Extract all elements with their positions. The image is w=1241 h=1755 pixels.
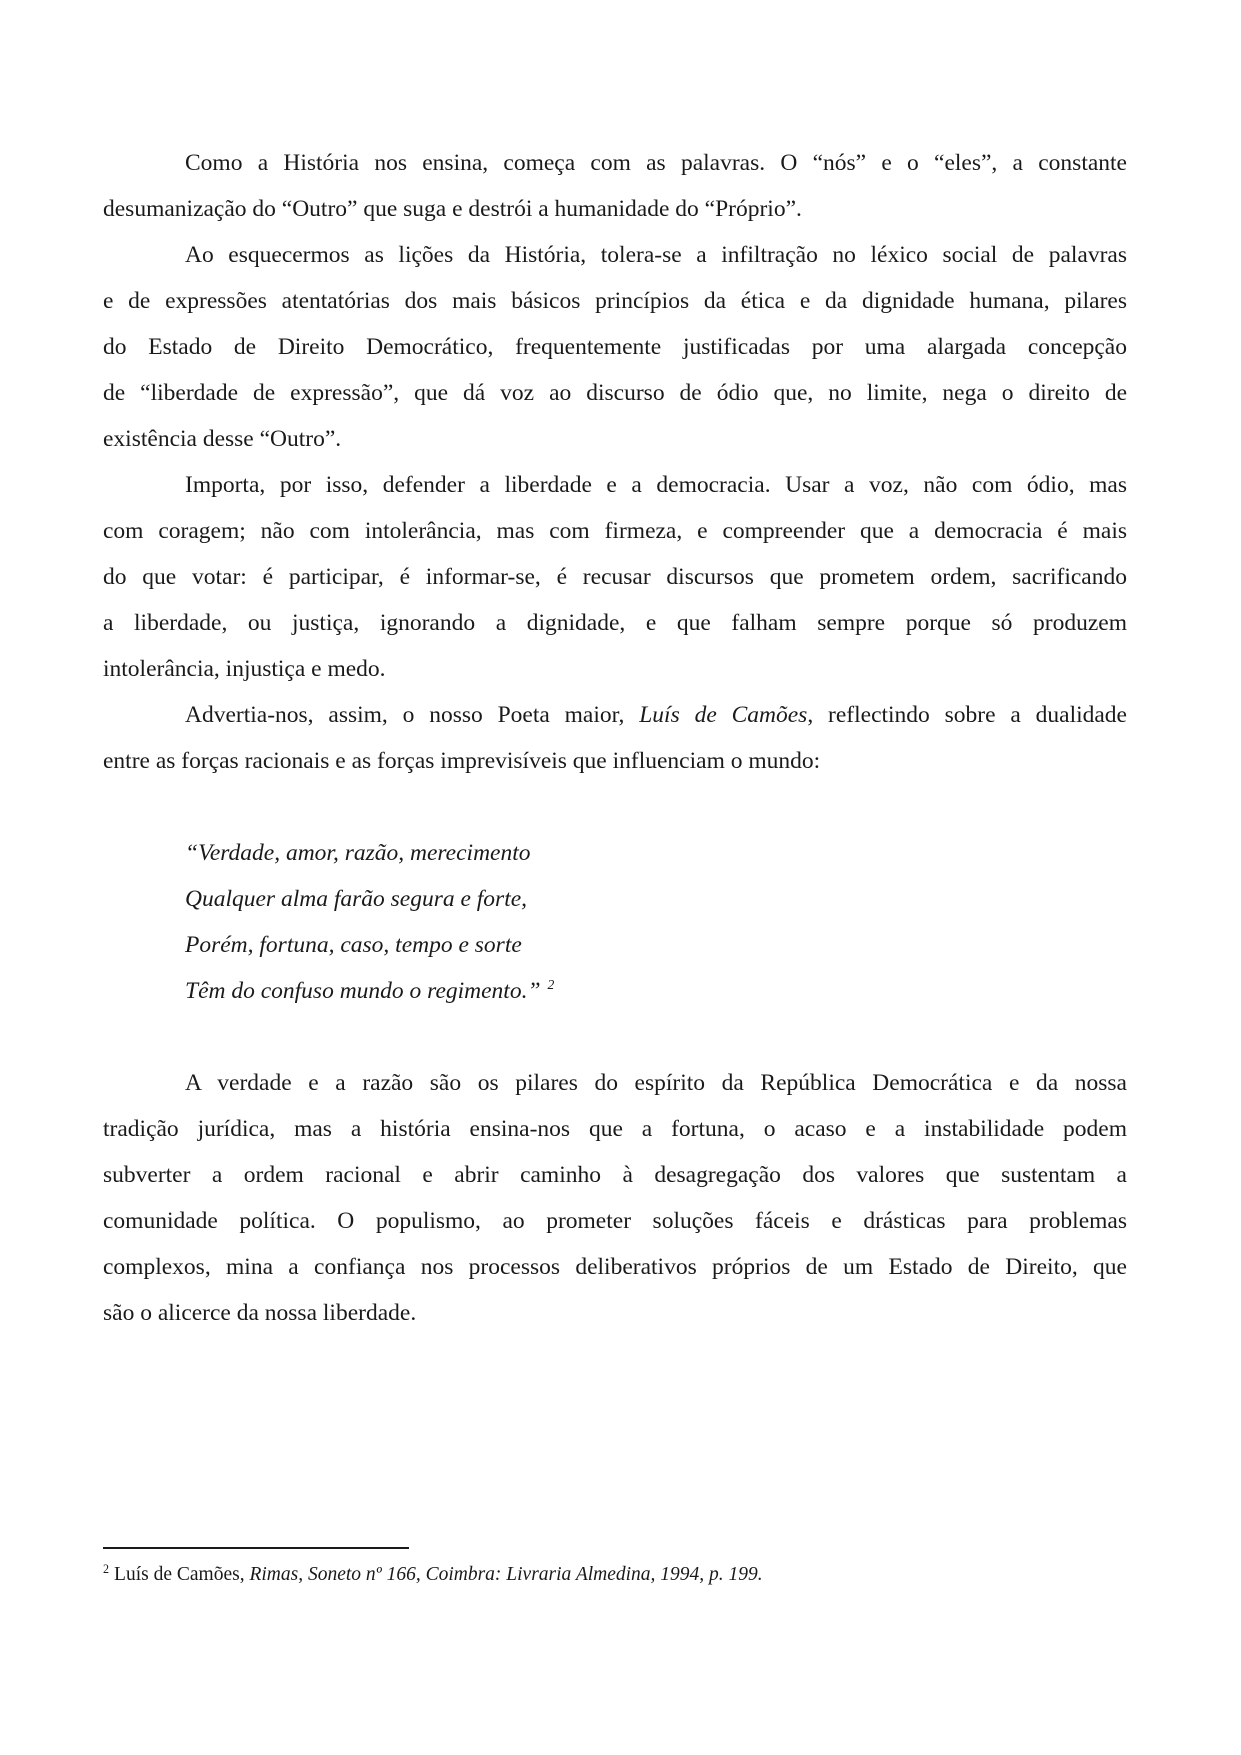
paragraph-5-line: subverter a ordem racional e abrir caminho à desagregação dos valores que sustentam a bbox=[103, 1162, 1127, 1188]
paragraph-2-line: e de expressões atentatórias dos mais básicos princípios da ética e da dignidade humana, pilares bbox=[103, 288, 1127, 314]
paragraph-3-line: Importa, por isso, defender a liberdade e a democracia. Usar a voz, não com ódio, mas bbox=[185, 472, 1127, 498]
paragraph-1-line: desumanização do “Outro” que suga e destrói a humanidade do “Próprio”. bbox=[103, 196, 802, 222]
paragraph-4-text: Advertia-nos, assim, o nosso Poeta maior, bbox=[185, 702, 640, 728]
paragraph-4-line bbox=[103, 692, 1127, 738]
paragraph-5-line: são o alicerce da nossa liberdade. bbox=[103, 1300, 417, 1326]
paragraph-2-line: existência desse “Outro”. bbox=[103, 426, 342, 452]
footnote-area bbox=[103, 1547, 1127, 1589]
footnote-text bbox=[103, 1561, 1127, 1589]
footnote-reference-italic: Rimas, Soneto nº 166, Coimbra: Livraria Almedina, 1994, p. 199. bbox=[249, 1564, 763, 1585]
paragraph-1-line: Como a História nos ensina, começa com as palavras. O “nós” e o “eles”, a constante bbox=[185, 150, 1127, 176]
paragraph-5-line: complexos, mina a confiança nos processos deliberativos próprios de um Estado de Direito, que bbox=[103, 1254, 1127, 1280]
paragraph-1 bbox=[103, 140, 1127, 232]
paragraph-5-line: tradição jurídica, mas a história ensina-nos que a fortuna, o acaso e a instabilidade podem bbox=[103, 1116, 1127, 1142]
paragraph-2-line: do Estado de Direito Democrático, frequentemente justificadas por uma alargada concepção bbox=[103, 334, 1127, 360]
poem-quote bbox=[103, 830, 1127, 1014]
footnote-marker: 2 bbox=[103, 1561, 110, 1576]
poem-line-text: Têm do confuso mundo o regimento.” bbox=[185, 978, 541, 1004]
paragraph-3-line: a liberdade, ou justiça, ignorando a dignidade, e que falham sempre porque só produzem bbox=[103, 610, 1127, 636]
paragraph-2-line: de “liberdade de expressão”, que dá voz ao discurso de ódio que, no limite, nega o direito de bbox=[103, 380, 1127, 406]
paragraph-5-line: A verdade e a razão são os pilares do espírito da República Democrática e da nossa bbox=[185, 1070, 1127, 1096]
paragraph-3-line: intolerância, injustiça e medo. bbox=[103, 656, 386, 682]
footnote-reference: 2 bbox=[547, 977, 555, 993]
paragraph-3-line: do que votar: é participar, é informar-se, é recusar discursos que prometem ordem, sacrificando bbox=[103, 564, 1127, 590]
poem-line: Porém, fortuna, caso, tempo e sorte bbox=[185, 932, 522, 958]
poem-line: “Verdade, amor, razão, merecimento bbox=[185, 840, 531, 866]
footnote-separator-rule bbox=[103, 1547, 409, 1549]
paragraph-5 bbox=[103, 1060, 1127, 1336]
paragraph-5-line: comunidade política. O populismo, ao prometer soluções fáceis e drásticas para problemas bbox=[103, 1208, 1127, 1234]
paragraph-3 bbox=[103, 462, 1127, 692]
page-body bbox=[103, 140, 1127, 1336]
paragraph-2 bbox=[103, 232, 1127, 462]
paragraph-4-text: , reflectindo sobre a dualidade bbox=[807, 702, 1127, 728]
footnote-author: Luís de Camões, bbox=[114, 1564, 250, 1585]
poem-line: Qualquer alma farão segura e forte, bbox=[185, 886, 528, 912]
poem-line bbox=[185, 968, 1127, 1014]
paragraph-4 bbox=[103, 692, 1127, 784]
paragraph-4-line: entre as forças racionais e as forças imprevisíveis que influenciam o mundo: bbox=[103, 748, 821, 774]
paragraph-3-line: com coragem; não com intolerância, mas com firmeza, e compreender que a democracia é mais bbox=[103, 518, 1127, 544]
author-name-italic: Luís de Camões bbox=[639, 702, 808, 728]
paragraph-2-line: Ao esquecermos as lições da História, tolera-se a infiltração no léxico social de palavras bbox=[185, 242, 1127, 268]
